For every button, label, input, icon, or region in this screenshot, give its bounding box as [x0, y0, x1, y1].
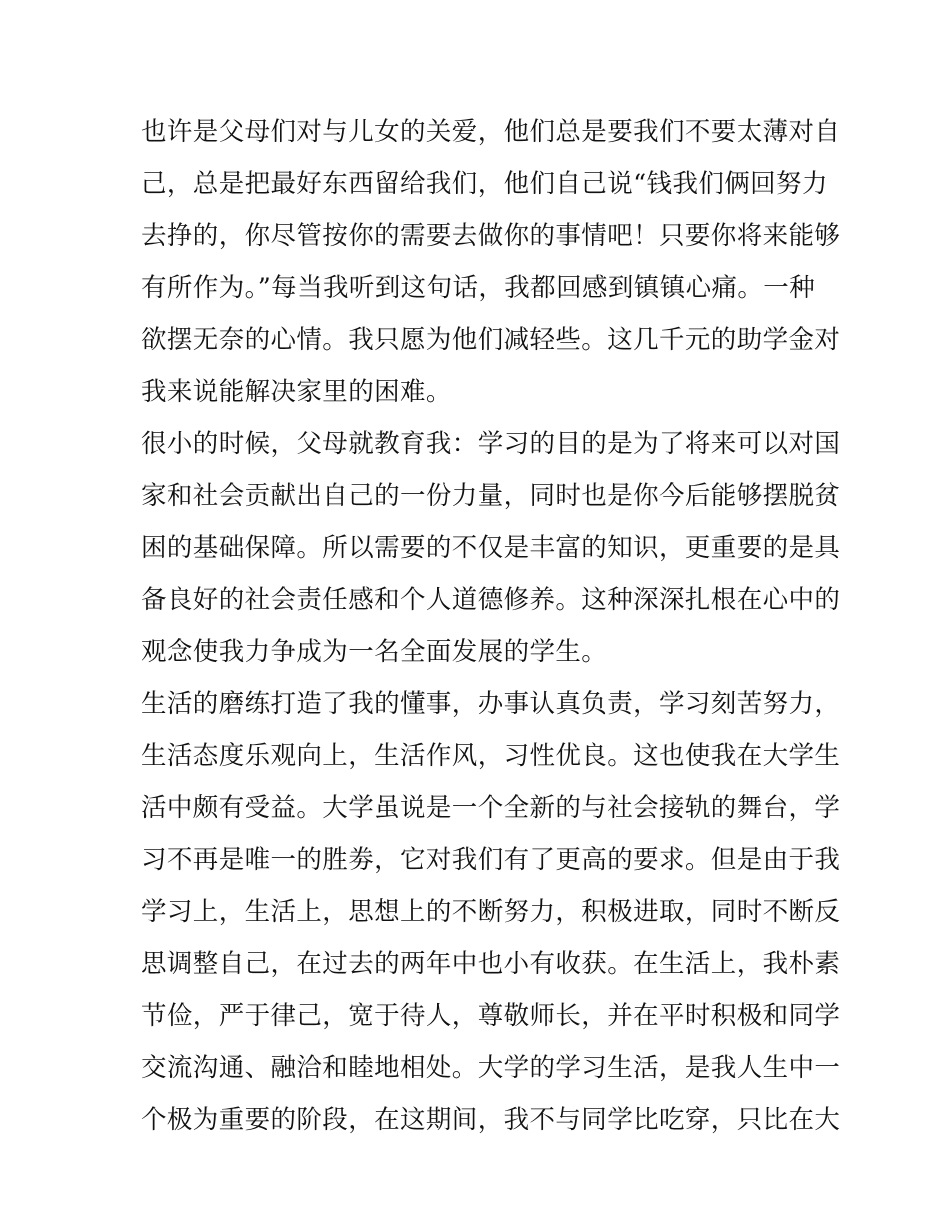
text-line: 有所作为。”每当我听到这句话，我都回感到镇镇心痛。一种: [141, 273, 816, 303]
paragraph-1: [141, 106, 841, 418]
document-body: [141, 106, 841, 1146]
text-line: 家和社会贡献出自己的一份力量，同时也是你今后能够摆脱贫: [141, 481, 841, 511]
text-line: 也许是父母们对与儿女的关爱，他们总是要我们不要太薄对自: [141, 117, 841, 147]
text-line: 习不再是唯一的胜劵，它对我们有了更高的要求。但是由于我: [141, 845, 841, 875]
text-line: 己，总是把最好东西留给我们，他们自己说“钱我们俩回努力: [141, 169, 828, 199]
text-line: 活中颇有受益。大学虽说是一个全新的与社会接轨的舞台，学: [141, 793, 841, 823]
text-line: 很小的时候，父母就教育我：学习的目的是为了将来可以对国: [141, 429, 841, 459]
text-line: 交流沟通、融洽和睦地相处。大学的学习生活，是我人生中一: [141, 1053, 841, 1083]
text-line: 思调整自己，在过去的两年中也小有收获。在生活上，我朴素: [141, 949, 841, 979]
text-line: 困的基础保障。所以需要的不仅是丰富的知识，更重要的是具: [141, 533, 841, 563]
paragraph-3: [141, 678, 841, 1146]
paragraph-2: [141, 418, 841, 678]
text-line: 观念使我力争成为一名全面发展的学生。: [141, 637, 608, 667]
text-line: 备良好的社会责任感和个人道德修养。这种深深扎根在心中的: [141, 585, 841, 615]
text-line: 生活的磨练打造了我的懂事，办事认真负责，学习刻苦努力，: [141, 689, 841, 719]
text-line: 我来说能解决家里的困难。: [141, 377, 452, 407]
text-line: 欲摆无奈的心情。我只愿为他们减轻些。这几千元的助学金对: [141, 325, 841, 355]
text-line: 去挣的，你尽管按你的需要去做你的事情吧！只要你将来能够: [141, 221, 841, 251]
text-line: 学习上，生活上，思想上的不断努力，积极进取，同时不断反: [141, 897, 841, 927]
text-line: 个极为重要的阶段，在这期间，我不与同学比吃穿，只比在大: [141, 1105, 841, 1135]
text-line: 节俭，严于律己，宽于待人，尊敬师长，并在平时积极和同学: [141, 1001, 841, 1031]
text-line: 生活态度乐观向上，生活作风，习性优良。这也使我在大学生: [141, 741, 841, 771]
